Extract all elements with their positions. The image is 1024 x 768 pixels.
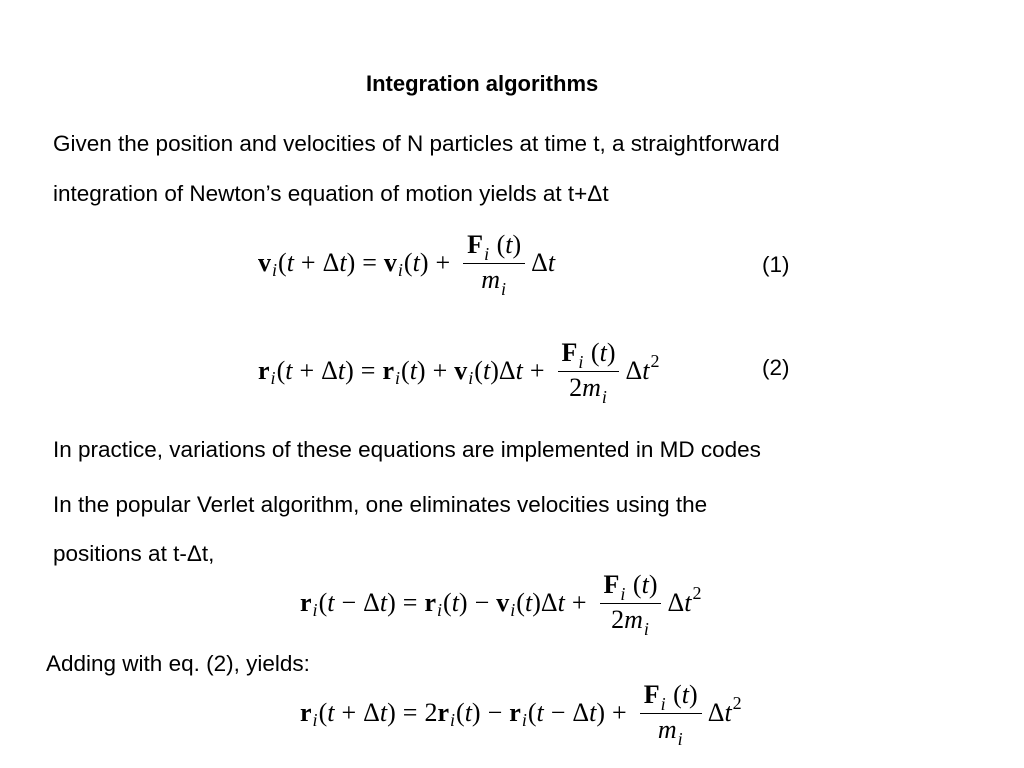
paragraph-intro-line-2: integration of Newton’s equation of motion yields at t+Δt: [53, 181, 609, 206]
slide-title: Integration algorithms: [366, 71, 599, 96]
equation-number-2: (2): [762, 355, 790, 380]
equation-2: r i ( t + Δ t ) = r i ( t ) + v i ( t ) Δ t + $\frac{F_i (t)}{2m_i}$ Δ t 2: [258, 338, 660, 407]
equation-1: v i ( t + Δ t ) = v i ( t ) + $\frac{F_i (t)}{m_i}$ Δ t: [258, 230, 556, 299]
paragraph-intro-line-1: Given the position and velocities of N particles at time t, a straightforward: [53, 131, 780, 156]
paragraph-practice: In practice, variations of these equations are implemented in MD codes: [53, 437, 761, 462]
equation-verlet-backward: r i ( t − Δ t ) = r i ( t ) − v i ( t ) Δ t + $\frac{F_i (t)}{2m_i}$ Δ t 2: [300, 570, 702, 639]
paragraph-verlet-line-2: positions at t-Δt,: [53, 541, 215, 566]
equation-verlet-result: r i ( t + Δ t ) = 2 r i ( t ) − r i ( t − Δ t ) + $\frac{F_i (t)}{m_i}$ Δ t 2: [300, 680, 742, 749]
equation-number-1: (1): [762, 252, 790, 277]
paragraph-adding: Adding with eq. (2), yields:: [46, 651, 310, 676]
paragraph-verlet-line-1: In the popular Verlet algorithm, one eliminates velocities using the: [53, 492, 708, 517]
